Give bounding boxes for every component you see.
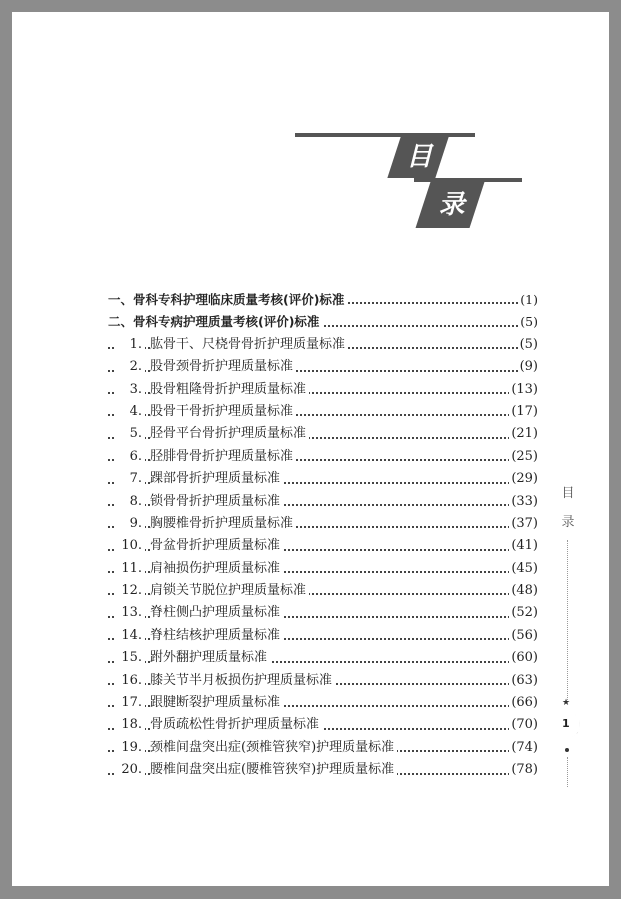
toc-page-number: (5) xyxy=(518,334,538,356)
toc-entry-title: 跗外翻护理质量标准 xyxy=(150,650,270,665)
toc-item-number: 1. xyxy=(116,334,145,356)
toc-item-row[interactable] xyxy=(108,513,538,535)
toc-entry-title: 骨质疏松性骨折护理质量标准 xyxy=(150,717,322,732)
star-icon: ★ xyxy=(562,698,571,708)
toc-item-row[interactable] xyxy=(108,334,538,356)
toc-item-row[interactable] xyxy=(108,446,538,468)
toc-item-row[interactable] xyxy=(108,625,538,647)
toc-item-row[interactable] xyxy=(108,491,538,513)
toc-item-number: 11. xyxy=(116,558,145,580)
toc-entry-title: 颈椎间盘突出症(颈椎管狭窄)护理质量标准 xyxy=(150,740,397,755)
toc-entry xyxy=(116,628,283,643)
toc-entry xyxy=(116,404,296,419)
toc-entry-title: 胸腰椎骨折护理质量标准 xyxy=(150,516,296,531)
toc-entry-title: 跟腱断裂护理质量标准 xyxy=(150,695,283,710)
toc-page-number: (37) xyxy=(509,513,538,535)
toc-item-row[interactable] xyxy=(108,379,538,401)
toc-section-row[interactable] xyxy=(108,311,538,333)
toc-item-number: 15. xyxy=(116,647,145,669)
toc-item-number: 19. xyxy=(116,737,145,759)
toc-entry xyxy=(116,359,296,374)
toc-entry-title: 股骨粗隆骨折护理质量标准 xyxy=(150,382,309,397)
toc-entry xyxy=(116,673,335,688)
toc-entry xyxy=(116,449,296,464)
title-box-2 xyxy=(416,182,485,228)
toc-entry-title: 踝部骨折护理质量标准 xyxy=(150,471,283,486)
toc-item-number: 8. xyxy=(116,491,145,513)
toc-entry xyxy=(116,695,283,710)
toc-page-number: (13) xyxy=(509,379,538,401)
toc-entry-title: 脊柱侧凸护理质量标准 xyxy=(150,605,283,620)
toc-entry-title: 骨盆骨折护理质量标准 xyxy=(150,538,283,553)
toc-item-number: 13. xyxy=(116,602,145,624)
toc-item-row[interactable] xyxy=(108,602,538,624)
toc-page-number: (9) xyxy=(518,356,538,378)
document-page xyxy=(12,12,609,886)
toc-page-number: (63) xyxy=(509,670,538,692)
toc-page-number: (52) xyxy=(509,602,538,624)
toc-item-row[interactable] xyxy=(108,535,538,557)
toc-entry xyxy=(116,516,296,531)
page-folio: 1 xyxy=(562,717,570,730)
toc-entry xyxy=(116,337,348,352)
toc-item-number: 20. xyxy=(116,759,145,781)
toc-page-number: (5) xyxy=(518,311,538,333)
toc-item-number: 18. xyxy=(116,714,145,736)
toc-item-row[interactable] xyxy=(108,356,538,378)
toc-entry xyxy=(116,494,283,509)
toc-item-row[interactable] xyxy=(108,692,538,714)
toc-entry-title: 二、骨科专病护理质量考核(评价)标准 xyxy=(108,314,322,329)
toc-entry xyxy=(108,292,347,307)
toc-entry-title: 股骨干骨折护理质量标准 xyxy=(150,404,296,419)
toc-entry xyxy=(116,426,309,441)
toc-entry-title: 肱骨干、尺桡骨骨折护理质量标准 xyxy=(150,337,348,352)
toc-entry-title: 脊柱结核护理质量标准 xyxy=(150,628,283,643)
toc-item-number: 4. xyxy=(116,401,145,423)
toc-entry xyxy=(116,538,283,553)
toc-item-number: 5. xyxy=(116,423,145,445)
toc-entry xyxy=(116,762,397,777)
dot-ornament xyxy=(565,748,569,752)
toc-page-number: (1) xyxy=(518,289,538,311)
toc-entry xyxy=(116,561,283,576)
toc-item-row[interactable] xyxy=(108,647,538,669)
toc-entry xyxy=(108,314,322,329)
toc-entry-title: 腰椎间盘突出症(腰椎管狭窄)护理质量标准 xyxy=(150,762,397,777)
toc-entry-title: 一、骨科专科护理临床质量考核(评价)标准 xyxy=(108,292,347,307)
toc-page-number: (21) xyxy=(509,423,538,445)
side-tab xyxy=(553,482,583,540)
toc-page-number: (45) xyxy=(509,558,538,580)
side-dotted-rule-lower xyxy=(567,757,568,787)
toc-item-number: 2. xyxy=(116,356,145,378)
toc-page-number: (66) xyxy=(509,692,538,714)
toc-item-row[interactable] xyxy=(108,714,538,736)
toc-entry xyxy=(116,382,309,397)
toc-item-row[interactable] xyxy=(108,401,538,423)
toc-entry-title: 胫骨平台骨折护理质量标准 xyxy=(150,426,309,441)
toc-page-number: (70) xyxy=(509,714,538,736)
toc-item-row[interactable] xyxy=(108,468,538,490)
toc-entry xyxy=(116,583,309,598)
table-of-contents xyxy=(108,289,538,782)
toc-page-number: (33) xyxy=(509,491,538,513)
toc-entry-title: 锁骨骨折护理质量标准 xyxy=(150,494,283,509)
toc-item-row[interactable] xyxy=(108,737,538,759)
toc-entry xyxy=(116,605,283,620)
toc-entry xyxy=(116,717,322,732)
toc-entry xyxy=(116,740,397,755)
toc-item-row[interactable] xyxy=(108,423,538,445)
title-box-1 xyxy=(387,137,448,178)
toc-item-row[interactable] xyxy=(108,759,538,781)
toc-entry-title: 胫腓骨骨折护理质量标准 xyxy=(150,449,296,464)
crescent-icon xyxy=(554,710,580,740)
toc-section-row[interactable] xyxy=(108,289,538,311)
toc-page-number: (25) xyxy=(509,446,538,468)
toc-item-number: 14. xyxy=(116,625,145,647)
side-dotted-rule xyxy=(567,540,568,700)
toc-page-number: (74) xyxy=(509,737,538,759)
toc-page-number: (56) xyxy=(509,625,538,647)
toc-entry-title: 膝关节半月板损伤护理质量标准 xyxy=(150,673,335,688)
toc-item-row[interactable] xyxy=(108,580,538,602)
toc-entry xyxy=(116,650,270,665)
toc-page-number: (60) xyxy=(509,647,538,669)
toc-entry xyxy=(116,471,283,486)
toc-item-number: 9. xyxy=(116,513,145,535)
toc-page-number: (41) xyxy=(509,535,538,557)
toc-item-number: 10. xyxy=(116,535,145,557)
toc-item-number: 16. xyxy=(116,670,145,692)
toc-item-row[interactable] xyxy=(108,670,538,692)
toc-page-number: (48) xyxy=(509,580,538,602)
side-tab-char-2: 录 xyxy=(561,515,575,530)
side-tab-char-1: 目 xyxy=(561,486,575,501)
toc-entry-title: 肩袖损伤护理质量标准 xyxy=(150,561,283,576)
toc-item-number: 12. xyxy=(116,580,145,602)
title-char-1: 目 xyxy=(406,142,433,172)
toc-page-number: (17) xyxy=(509,401,538,423)
toc-item-number: 3. xyxy=(116,379,145,401)
toc-page-number: (29) xyxy=(509,468,538,490)
toc-item-number: 6. xyxy=(116,446,145,468)
title-char-2: 录 xyxy=(438,190,465,220)
toc-item-number: 7. xyxy=(116,468,145,490)
toc-page-number: (78) xyxy=(509,759,538,781)
toc-entry-title: 肩锁关节脱位护理质量标准 xyxy=(150,583,309,598)
toc-item-number: 17. xyxy=(116,692,145,714)
toc-entry-title: 股骨颈骨折护理质量标准 xyxy=(150,359,296,374)
toc-item-row[interactable] xyxy=(108,558,538,580)
